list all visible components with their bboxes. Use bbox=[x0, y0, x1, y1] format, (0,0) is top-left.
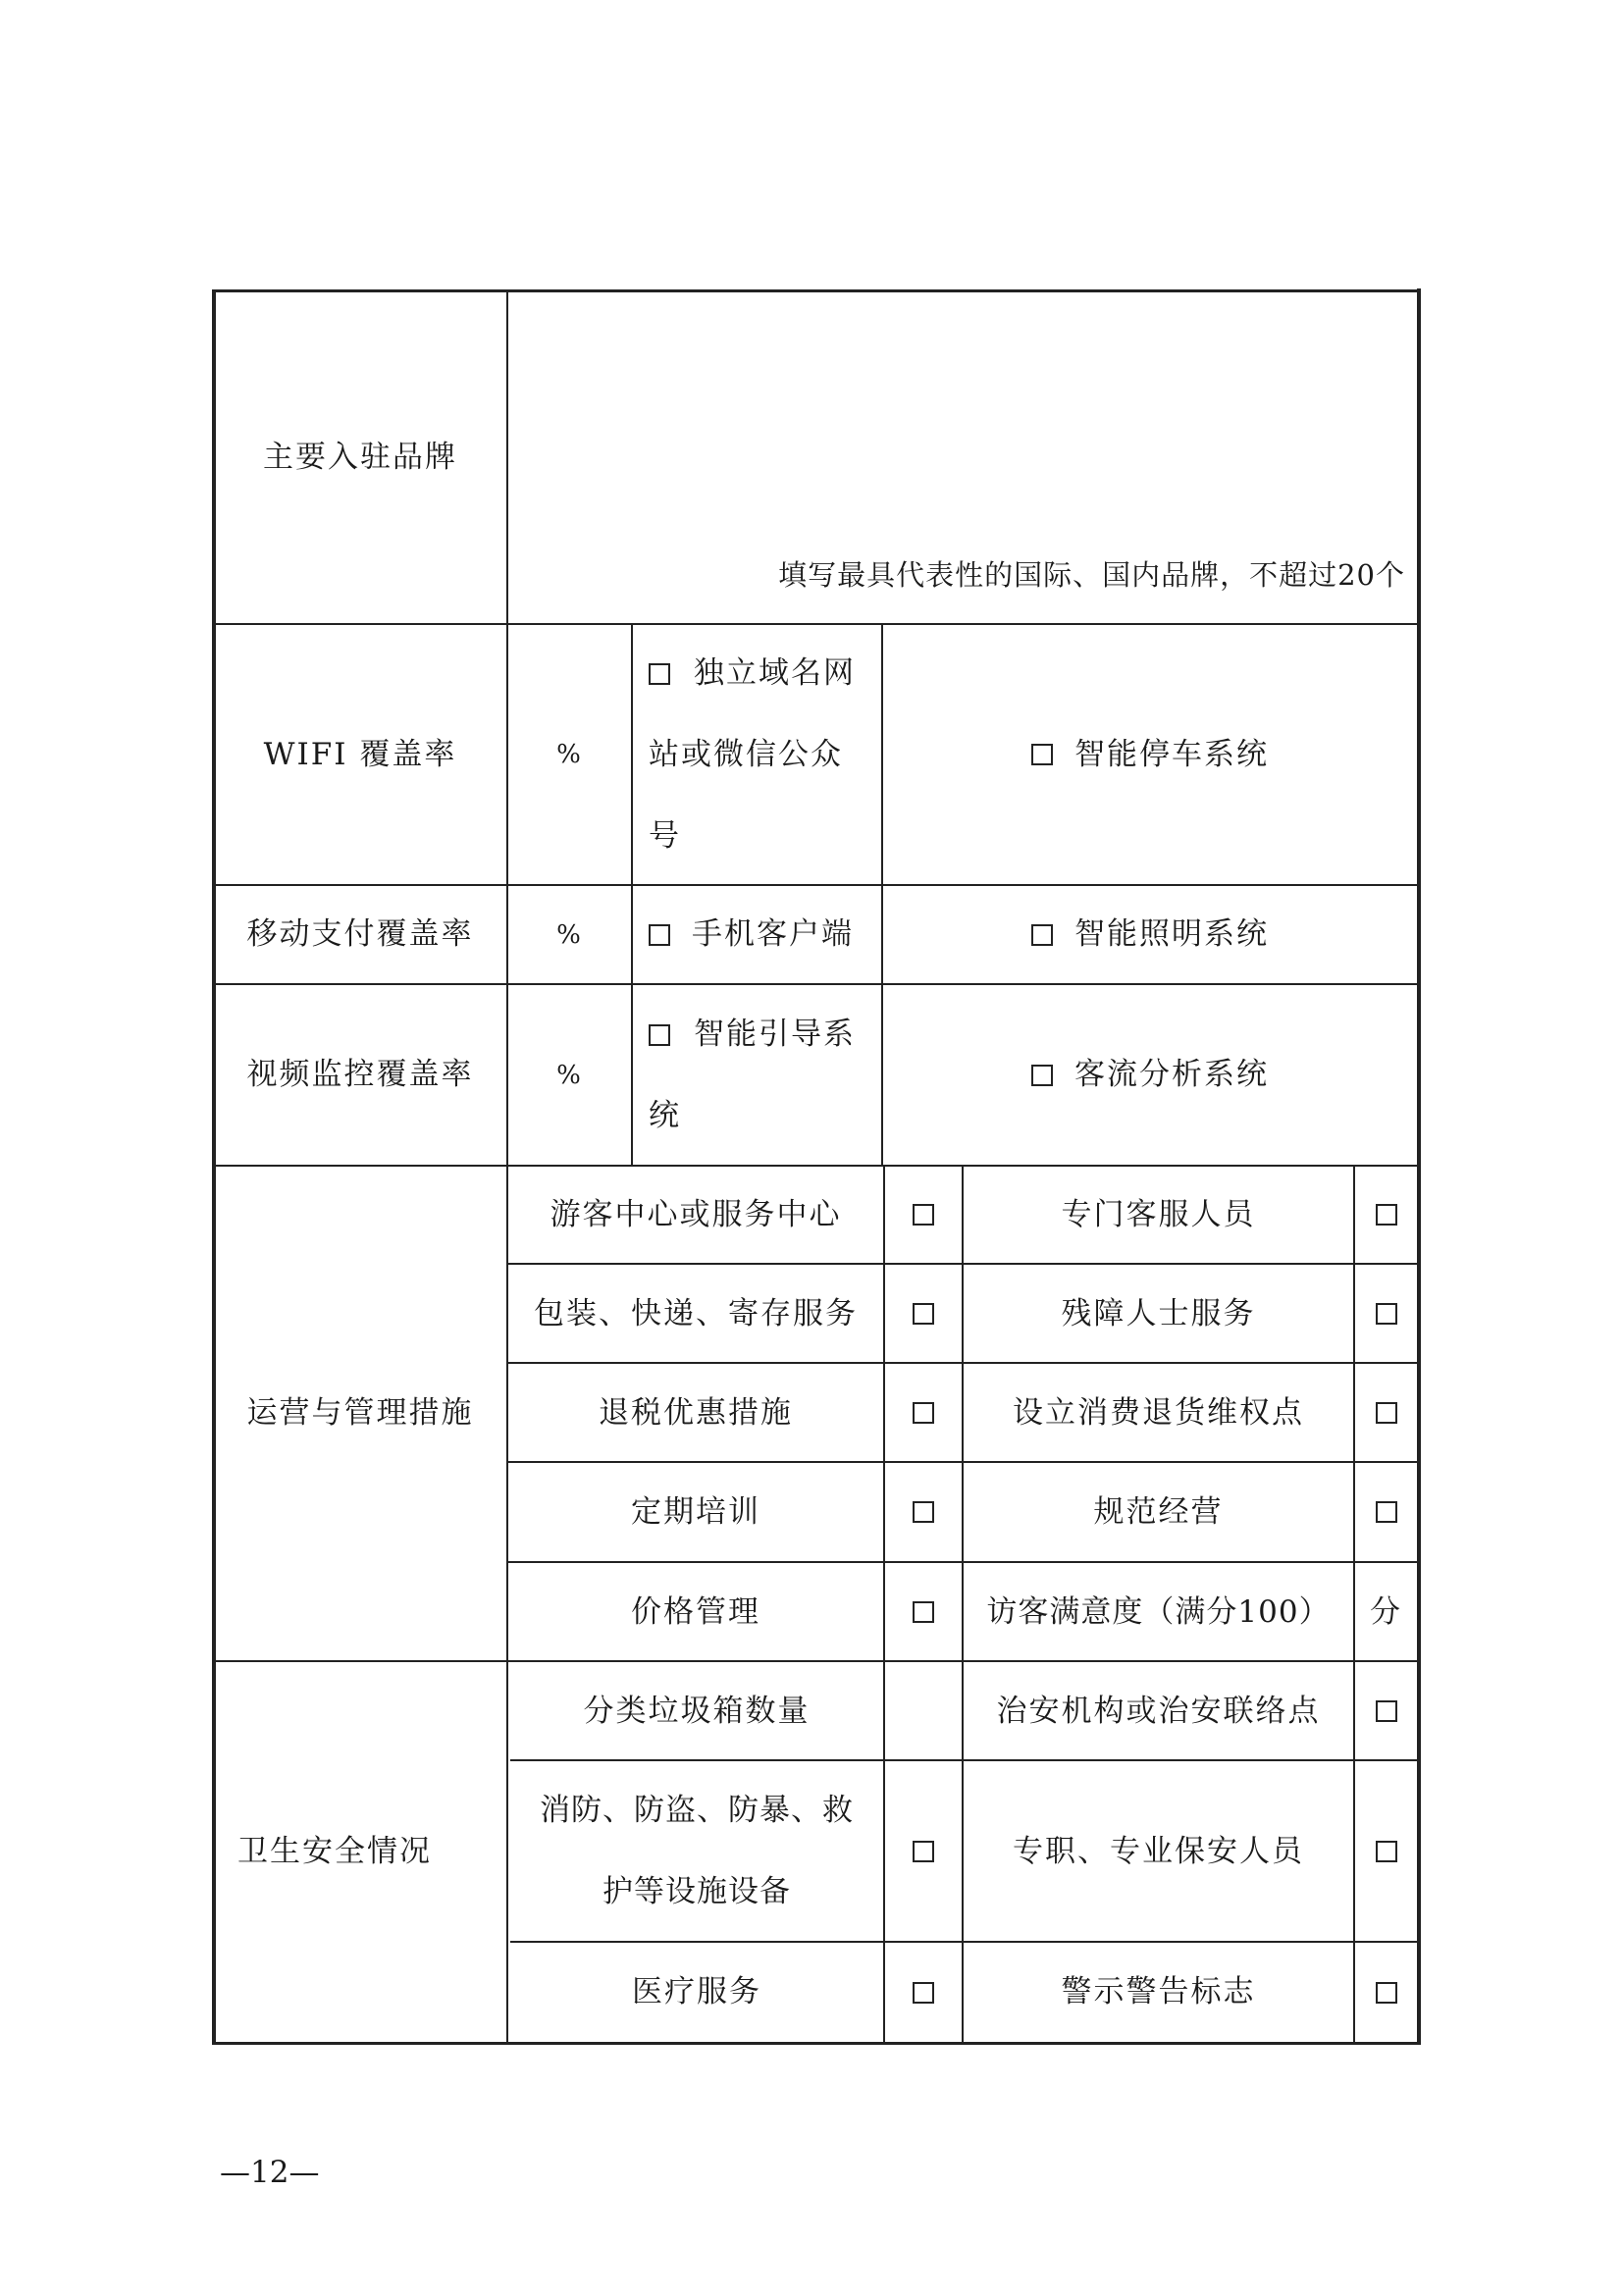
video-percent-field[interactable]: % bbox=[556, 1060, 583, 1090]
checkbox-icon[interactable] bbox=[1376, 1204, 1397, 1226]
safety-label: 卫生安全情况 bbox=[237, 1833, 432, 1869]
ops-item-label: 游客中心或服务中心 bbox=[550, 1196, 842, 1232]
visitor-flow-label: 客流分析系统 bbox=[1074, 1057, 1269, 1092]
checkbox-icon[interactable] bbox=[1376, 1501, 1397, 1523]
smart-guide-label: 智能引导系统 bbox=[649, 1016, 856, 1133]
ops-item-label: 专门客服人员 bbox=[1061, 1196, 1256, 1232]
checkbox-icon[interactable] bbox=[1376, 1700, 1397, 1722]
ops-item-checkbox[interactable] bbox=[1355, 1265, 1417, 1363]
checkbox-icon[interactable] bbox=[1376, 1982, 1397, 2004]
safety-item-checkbox[interactable] bbox=[1355, 1761, 1417, 1942]
checkbox-icon[interactable] bbox=[1031, 744, 1053, 765]
safety-item-checkbox[interactable] bbox=[1355, 1662, 1417, 1760]
brands-input-area[interactable] bbox=[508, 292, 1417, 567]
mobile-app-label: 手机客户端 bbox=[692, 916, 854, 952]
checkbox-icon[interactable] bbox=[1376, 1402, 1397, 1424]
smart-lighting-option[interactable] bbox=[883, 885, 1417, 984]
smart-guide-option[interactable] bbox=[633, 984, 881, 1166]
ops-item-checkbox[interactable] bbox=[1355, 1166, 1417, 1264]
checkbox-icon[interactable] bbox=[913, 1204, 934, 1226]
safety-item-label: 医疗服务 bbox=[632, 1974, 761, 2009]
checkbox-icon[interactable] bbox=[913, 1501, 934, 1523]
facilities-label: 消防、防盗、防暴、救护等设施设备 bbox=[540, 1793, 854, 1909]
smart-parking-label: 智能停车系统 bbox=[1074, 736, 1269, 772]
mobile-app-option[interactable] bbox=[633, 885, 881, 984]
safety-item-label: 治安机构或治安联络点 bbox=[996, 1693, 1321, 1729]
ops-item-label: 定期培训 bbox=[631, 1493, 760, 1530]
ops-item-checkbox[interactable] bbox=[1355, 1364, 1417, 1462]
brands-label: 主要入驻品牌 bbox=[263, 439, 457, 475]
checkbox-icon[interactable] bbox=[1031, 1065, 1053, 1086]
safety-item-label: 分类垃圾箱数量 bbox=[583, 1693, 811, 1729]
checkbox-icon[interactable] bbox=[649, 663, 670, 685]
checkbox-icon[interactable] bbox=[1031, 924, 1053, 946]
ops-item-label: 设立消费退货维权点 bbox=[1013, 1394, 1304, 1431]
brands-hint: 填写最具代表性的国际、国内品牌，不超过20个 bbox=[778, 558, 1405, 592]
ops-item-label: 残障人士服务 bbox=[1061, 1295, 1256, 1331]
smart-parking-option[interactable] bbox=[883, 624, 1417, 885]
visitor-flow-option[interactable] bbox=[883, 984, 1417, 1166]
ops-item-checkbox[interactable] bbox=[885, 1166, 962, 1264]
safety-item-label bbox=[510, 1761, 883, 1942]
satisfaction-score-field[interactable]: 分 bbox=[1370, 1593, 1402, 1630]
checkbox-icon[interactable] bbox=[649, 1024, 670, 1046]
wifi-label: WIFI 覆盖率 bbox=[263, 736, 457, 772]
safety-item-label: 警示警告标志 bbox=[1061, 1974, 1256, 2009]
smart-lighting-label: 智能照明系统 bbox=[1074, 916, 1269, 952]
checkbox-icon[interactable] bbox=[913, 1982, 934, 2004]
checkbox-icon[interactable] bbox=[1376, 1841, 1397, 1862]
ops-item-label: 价格管理 bbox=[631, 1593, 760, 1630]
ops-item-checkbox[interactable] bbox=[1355, 1463, 1417, 1561]
ops-item-checkbox[interactable] bbox=[885, 1364, 962, 1462]
operations-label: 运营与管理措施 bbox=[246, 1394, 474, 1431]
checkbox-icon[interactable] bbox=[913, 1402, 934, 1424]
mobile-pay-label: 移动支付覆盖率 bbox=[246, 916, 474, 952]
website-option-label: 独立域名网站或微信公众号 bbox=[649, 654, 856, 854]
safety-item-checkbox[interactable] bbox=[885, 1943, 962, 2042]
checkbox-icon[interactable] bbox=[649, 924, 670, 946]
wifi-percent-field[interactable]: % bbox=[556, 740, 583, 769]
checkbox-icon[interactable] bbox=[1376, 1303, 1397, 1325]
ops-item-label: 包装、快递、寄存服务 bbox=[534, 1295, 858, 1331]
video-surveillance-label: 视频监控覆盖率 bbox=[246, 1057, 474, 1092]
checkbox-icon[interactable] bbox=[913, 1303, 934, 1325]
ops-item-checkbox[interactable] bbox=[885, 1265, 962, 1363]
table-border-bottom bbox=[214, 2042, 1421, 2045]
ops-item-label: 规范经营 bbox=[1093, 1493, 1224, 1530]
ops-item-checkbox[interactable] bbox=[885, 1463, 962, 1561]
safety-item-checkbox[interactable] bbox=[1355, 1943, 1417, 2042]
page-number: —12— bbox=[220, 2155, 320, 2190]
checkbox-icon[interactable] bbox=[913, 1601, 934, 1623]
safety-item-label: 专职、专业保安人员 bbox=[1013, 1833, 1304, 1869]
checkbox-icon[interactable] bbox=[913, 1841, 934, 1862]
ops-item-checkbox[interactable] bbox=[885, 1563, 962, 1661]
satisfaction-label: 访客满意度（满分100） bbox=[986, 1593, 1331, 1630]
mobile-pay-percent-field[interactable]: % bbox=[556, 919, 583, 950]
website-option[interactable] bbox=[633, 624, 881, 885]
ops-item-label: 退税优惠措施 bbox=[599, 1394, 793, 1431]
safety-item-checkbox[interactable] bbox=[885, 1761, 962, 1942]
trash-bin-count-field[interactable] bbox=[885, 1662, 962, 1760]
